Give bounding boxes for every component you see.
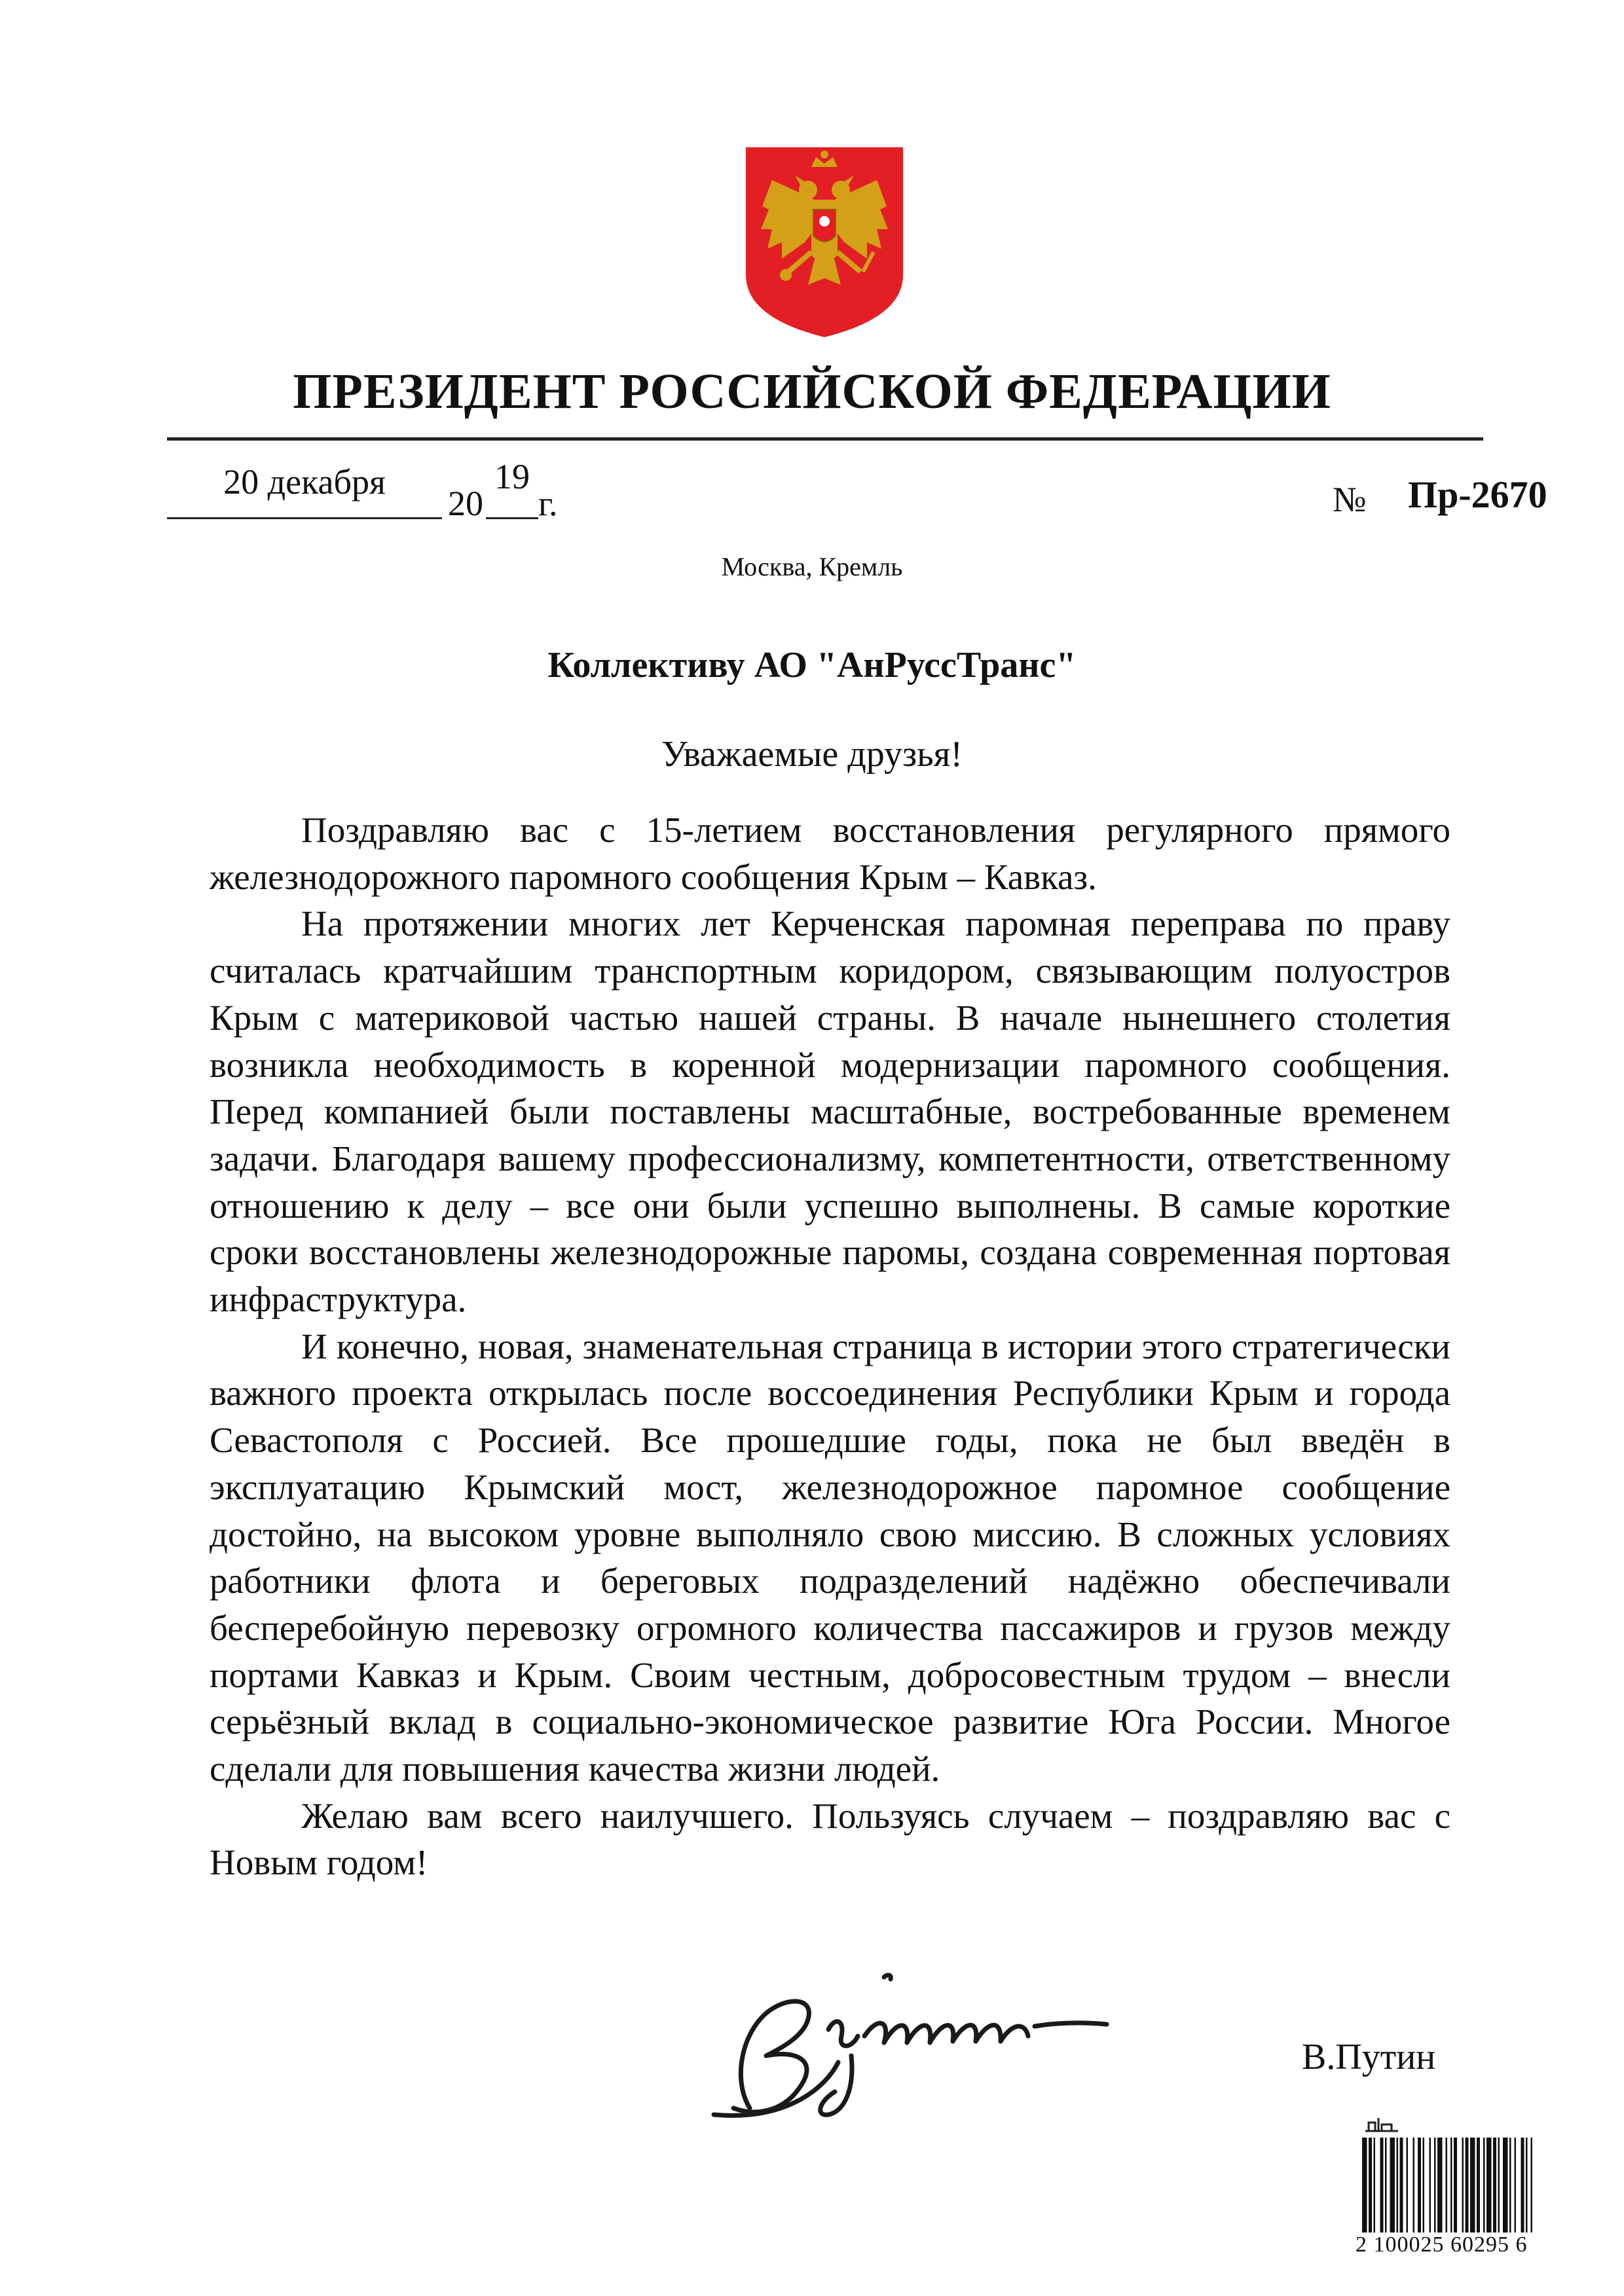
salutation: Уважаемые друзья! (661, 734, 963, 774)
signer-name: В.Путин (1302, 2037, 1436, 2077)
date-century: 20 (448, 484, 483, 523)
date-year: 19 (494, 457, 530, 496)
barcode-digits: 2 100025 60295 6 (1356, 2232, 1528, 2257)
header-rule (167, 437, 1483, 441)
document-number: Пр-2670 (1408, 473, 1547, 516)
addressee: Коллективу АО "АнРуссТранс" (547, 645, 1077, 685)
date-suffix: г. (538, 484, 558, 523)
signature-icon (688, 1958, 1159, 2134)
paragraph: Желаю вам всего наилучшего. Пользуясь случаем – поздравляю вас с Новым годом! (210, 1795, 1450, 1883)
letter-body (210, 807, 1450, 1886)
barcode-bars-icon (1362, 2138, 1578, 2232)
state-emblem-icon (743, 144, 906, 340)
paragraph: Поздравляю вас с 15-летием восстановления регулярного прямого железнодорожного паромного сообщения Крым – Кавказ. (210, 810, 1450, 897)
year-underline (486, 517, 538, 519)
paragraph: На протяжении многих лет Керченская паромная переправа по праву считалась кратчайшим транспортным коридором, связывающим полуостров Крым с материковой частью нашей страны. В начале нынешнего столетия возникла необходимость в коренной модернизации паромного сообщения. Перед компанией были поставлены масштабные, востребованные временем задачи. Благодаря вашему профессионализму, компетентности, ответственному отношению к делу – все они были успешно выполнены. В самые короткие сроки восстановлены железнодорожные паромы, создана современная портовая инфраструктура. (210, 903, 1450, 1320)
number-sign: № (1333, 480, 1367, 519)
date-underline (167, 517, 442, 519)
office-mark-icon (1362, 2115, 1401, 2134)
date-day-month: 20 декабря (223, 462, 386, 501)
header-title: ПРЕЗИДЕНТ РОССИЙСКОЙ ФЕДЕРАЦИИ (293, 364, 1331, 419)
barcode (1336, 2115, 1611, 2265)
paragraph: И конечно, новая, знаменательная страница в истории этого стратегически важного проекта открылась после воссоединения Республики Крым и города Севастополя с Россией. Все прошедшие годы, пока не был введён в эксплуатацию Крымский мост, железнодорожное паромное сообщение достойно, на высоком уровне выполняло свою миссию. В сложных условиях работники флота и береговых подразделений надёжно обеспечивали бесперебойную перевозку огромного количества пассажиров и грузов между портами Кавказ и Крым. Своим честным, добросовестным трудом – внесли серьёзный вклад в социально-экономическое развитие Юга России. Многое сделали для повышения качества жизни людей. (210, 1326, 1450, 1789)
location: Москва, Кремль (721, 552, 903, 581)
